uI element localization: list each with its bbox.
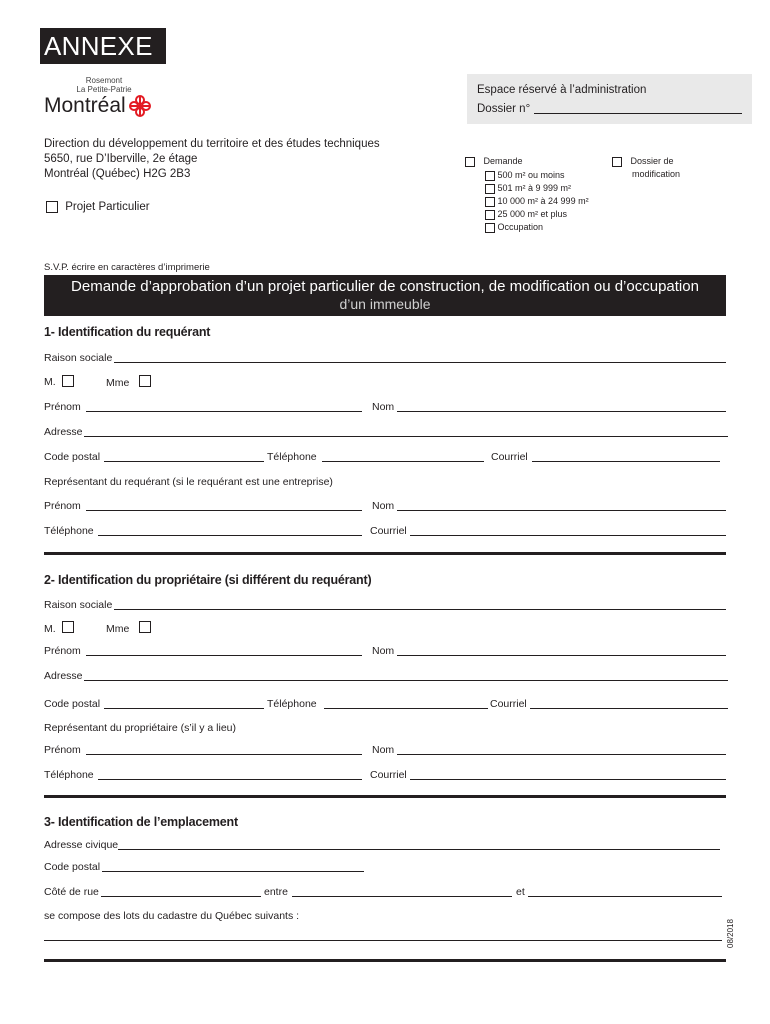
s2-courriel-field[interactable] — [530, 708, 728, 709]
s2-mme-label: Mme — [106, 623, 130, 635]
s2-rep-prenom-field[interactable] — [86, 754, 362, 755]
s2-m-label: M. — [44, 623, 56, 635]
size-label: 25 000 m² et plus — [497, 209, 568, 219]
address-line1: Direction du développement du territoire et des études techniques — [44, 138, 380, 150]
size-checkbox[interactable] — [485, 197, 495, 207]
s1-courriel-label: Courriel — [491, 451, 528, 463]
s2-prenom-label: Prénom — [44, 645, 81, 657]
s1-mme-checkbox[interactable] — [139, 375, 151, 387]
s2-raison-label: Raison sociale — [44, 599, 113, 611]
s3-et-label: et — [516, 886, 525, 898]
s3-adresse-civique-label: Adresse civique — [44, 839, 119, 851]
dossier-modification-label-2: modification — [632, 169, 681, 179]
s3-lots-label: se compose des lots du cadastre du Québec suivants : — [44, 910, 300, 922]
s1-telephone-field[interactable] — [322, 461, 484, 462]
section2-title: 2- Identification du propriétaire (si différent du requérant) — [44, 573, 372, 587]
s1-mme-label: Mme — [106, 377, 130, 389]
section-divider — [44, 959, 726, 962]
s1-code-postal-field[interactable] — [104, 461, 264, 462]
s2-nom-field[interactable] — [397, 655, 726, 656]
s1-rep-telephone-field[interactable] — [98, 535, 362, 536]
dossier-field[interactable] — [534, 100, 742, 114]
svp-note: S.V.P. écrire en caractères d’imprimerie — [44, 262, 210, 273]
s1-code-postal-label: Code postal — [44, 451, 101, 463]
s2-telephone-label: Téléphone — [267, 698, 317, 710]
section1-title: 1- Identification du requérant — [44, 325, 211, 339]
s2-mme-checkbox[interactable] — [139, 621, 151, 633]
s2-adresse-field[interactable] — [84, 680, 728, 681]
s1-nom-field[interactable] — [397, 411, 726, 412]
s3-lots-field[interactable] — [44, 940, 722, 941]
s2-rep-nom-label: Nom — [372, 744, 395, 756]
size-option[interactable] — [485, 221, 589, 234]
admin-reserved-box — [467, 74, 752, 124]
s2-nom-label: Nom — [372, 645, 395, 657]
s3-cote-de-rue-field[interactable] — [101, 896, 261, 897]
s2-representant-label: Représentant du propriétaire (s’il y a lieu) — [44, 722, 237, 734]
section-divider — [44, 552, 726, 555]
dossier-label: Dossier n° — [477, 103, 531, 115]
size-option[interactable] — [485, 169, 589, 182]
admin-reserved-label: Espace réservé à l’administration — [477, 84, 647, 96]
s1-rep-courriel-label: Courriel — [370, 525, 407, 537]
s3-et-field[interactable] — [528, 896, 722, 897]
s1-m-label: M. — [44, 376, 56, 388]
annexe-title: ANNEXE A — [40, 28, 166, 64]
s1-nom-label: Nom — [372, 401, 395, 413]
s1-m-checkbox[interactable] — [62, 375, 74, 387]
projet-particulier-label: Projet Particulier — [65, 201, 150, 214]
s1-raison-label: Raison sociale — [44, 352, 113, 364]
s2-rep-courriel-field[interactable] — [410, 779, 726, 780]
address-block — [44, 137, 380, 182]
logo-borough-line2: La Petite-Patrie — [76, 85, 132, 94]
projet-particulier-option[interactable] — [46, 201, 150, 213]
address-line3: Montréal (Québec) H2G 2B3 — [44, 168, 191, 180]
s3-entre-field[interactable] — [292, 896, 512, 897]
s1-telephone-label: Téléphone — [267, 451, 317, 463]
s1-rep-nom-label: Nom — [372, 500, 395, 512]
size-label: Occupation — [497, 222, 544, 232]
s1-prenom-label: Prénom — [44, 401, 81, 413]
size-checkbox[interactable] — [485, 171, 495, 181]
size-checkbox[interactable] — [485, 223, 495, 233]
s1-rep-courriel-field[interactable] — [410, 535, 726, 536]
s2-adresse-label: Adresse — [44, 670, 83, 682]
form-title-bar — [44, 275, 726, 316]
demande-label: Demande — [483, 156, 523, 166]
size-option[interactable] — [485, 195, 589, 208]
montreal-logo — [44, 76, 164, 118]
address-line2: 5650, rue D’Iberville, 2e étage — [44, 153, 198, 165]
s2-rep-courriel-label: Courriel — [370, 769, 407, 781]
s2-m-checkbox[interactable] — [62, 621, 74, 633]
size-label: 501 m² à 9 999 m² — [497, 183, 572, 193]
s3-cote-de-rue-label: Côté de rue — [44, 886, 99, 898]
s1-rep-prenom-field[interactable] — [86, 510, 362, 511]
section3-title: 3- Identification de l’emplacement — [44, 815, 238, 829]
s2-code-postal-field[interactable] — [104, 708, 264, 709]
s1-representant-label: Représentant du requérant (si le requérant est une entreprise) — [44, 476, 333, 488]
s2-prenom-field[interactable] — [86, 655, 362, 656]
date-code: 08/2018 — [726, 919, 735, 948]
size-label: 10 000 m² à 24 999 m² — [497, 196, 589, 206]
dossier-modification-checkbox[interactable] — [612, 157, 622, 167]
s2-courriel-label: Courriel — [490, 698, 527, 710]
form-title-line1: Demande d’approbation d’un projet particulier de construction, de modification ou d’occupation — [71, 278, 699, 295]
s3-code-postal-label: Code postal — [44, 861, 101, 873]
demande-option[interactable] — [465, 155, 523, 168]
form-title-line2: d’un immeuble — [339, 296, 431, 312]
s2-rep-prenom-label: Prénom — [44, 744, 81, 756]
dossier-modification-label-1: Dossier de — [630, 156, 674, 166]
s3-code-postal-field[interactable] — [102, 871, 364, 872]
s1-raison-field[interactable] — [114, 362, 726, 363]
s1-adresse-field[interactable] — [84, 436, 728, 437]
projet-particulier-checkbox[interactable] — [46, 201, 58, 213]
logo-montreal-text: Montréal — [44, 94, 126, 117]
s1-rep-nom-field[interactable] — [397, 510, 726, 511]
dossier-modification-option[interactable] — [612, 155, 680, 181]
s1-courriel-field[interactable] — [532, 461, 720, 462]
size-option[interactable] — [485, 208, 589, 221]
s2-telephone-field[interactable] — [324, 708, 488, 709]
s1-rep-telephone-label: Téléphone — [44, 525, 94, 537]
size-label: 500 m² ou moins — [497, 170, 565, 180]
s1-adresse-label: Adresse — [44, 426, 83, 438]
s1-rep-prenom-label: Prénom — [44, 500, 81, 512]
s2-raison-field[interactable] — [114, 609, 726, 610]
s3-entre-label: entre — [264, 886, 288, 898]
rosette-icon — [128, 94, 152, 118]
logo-borough-line1: Rosemont — [85, 76, 123, 85]
s3-adresse-civique-field[interactable] — [118, 849, 720, 850]
section-divider — [44, 795, 726, 798]
s2-code-postal-label: Code postal — [44, 698, 101, 710]
s2-rep-telephone-field[interactable] — [98, 779, 362, 780]
size-option[interactable] — [485, 182, 589, 195]
s1-prenom-field[interactable] — [86, 411, 362, 412]
demande-checkbox[interactable] — [465, 157, 475, 167]
s2-rep-nom-field[interactable] — [397, 754, 726, 755]
size-checkbox[interactable] — [485, 210, 495, 220]
size-options — [485, 169, 589, 234]
size-checkbox[interactable] — [485, 184, 495, 194]
s2-rep-telephone-label: Téléphone — [44, 769, 94, 781]
